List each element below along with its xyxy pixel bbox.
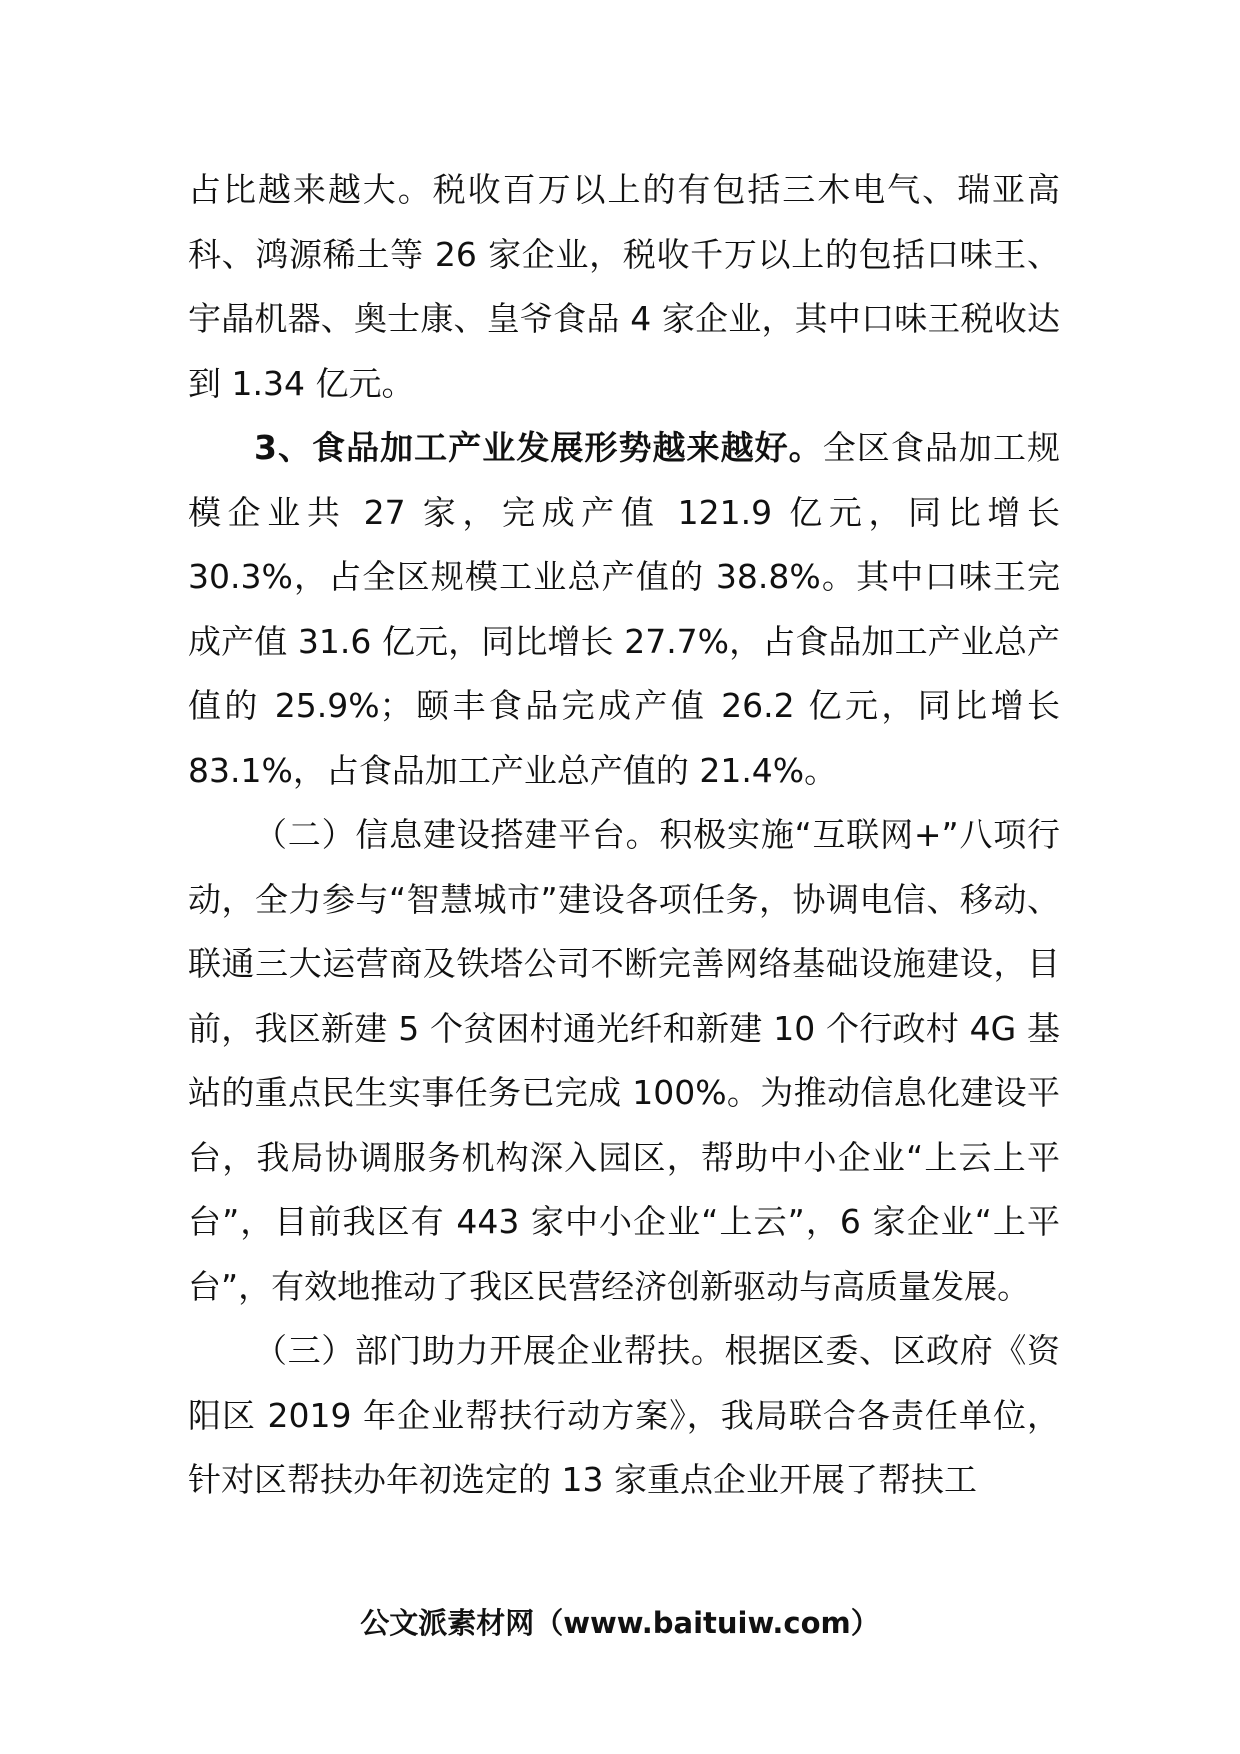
paragraph-text: 全区食品加工规模企业共 27 家，完成产值 121.9 亿元，同比增长 30.3%，占全区规模工业总产值的 38.8%。其中口味王完成产值 31.6 亿元，同比增长 27.7%，占食品加工产业总产值的 25.9%；颐丰食品完成产值 26.2 亿元，同比增长 83.1%，占食品加工产业总产值的 21.4%。	[188, 428, 1061, 790]
paragraph-heading: 3、食品加工产业发展形势越来越好。	[254, 428, 823, 467]
paragraph-information-platform: （二）信息建设搭建平台。积极实施“互联网+”八项行动，全力参与“智慧城市”建设各项任务，协调电信、移动、联通三大运营商及铁塔公司不断完善网络基础设施建设，目前，我区新建 5 个贫困村通光纤和新建 10 个行政村 4G 基站的重点民生实事任务已完成 100%。为推动信息化建设平台，我局协调服务机构深入园区，帮助中小企业“上云上平台”，目前我区有 443 家中小企业“上云”，6 家企业“上平台”，有效地推动了我区民营经济创新驱动与高质量发展。	[188, 815, 1060, 1306]
document-body	[188, 158, 1060, 1513]
paragraph-enterprise-assistance: （三）部门助力开展企业帮扶。根据区委、区政府《资阳区 2019 年企业帮扶行动方案》，我局联合各责任单位，针对区帮扶办年初选定的 13 家重点企业开展了帮扶工	[188, 1331, 1060, 1499]
paragraph-tax-summary: 占比越来越大。税收百万以上的有包括三木电气、瑞亚高科、鸿源稀土等 26 家企业，税收千万以上的包括口味王、宇晶机器、奥士康、皇爷食品 4 家企业，其中口味王税收达到 1.34 亿元。	[188, 170, 1060, 403]
footer-watermark: 公文派素材网（www.baituiw.com）	[360, 1606, 880, 1640]
paragraph-food-processing	[188, 416, 1060, 803]
